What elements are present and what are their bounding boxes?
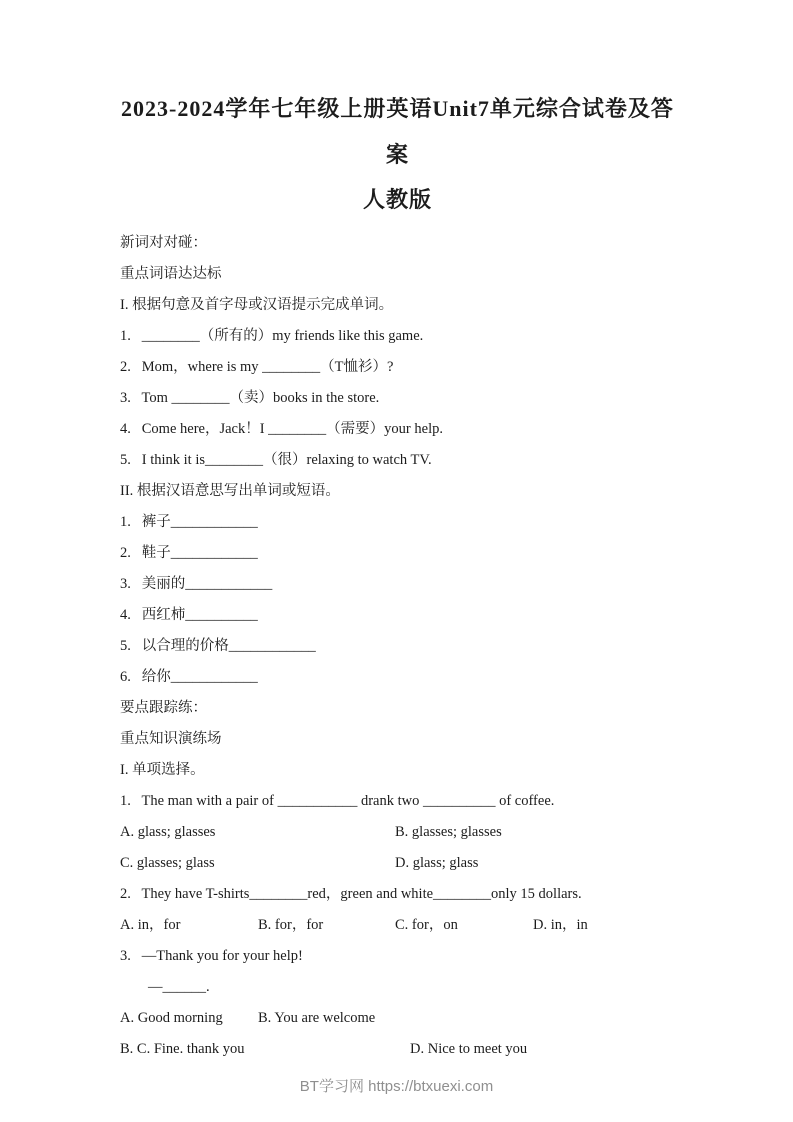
site-watermark: BT学习网 https://btxuexi.com (299, 1078, 494, 1095)
question-2-stem: 2. They have T-shirts________red，green and white________only 15 dollars. (120, 886, 582, 902)
question-1-options-row-1 (120, 817, 675, 848)
vocab-part2-item: 6. 给你____________ (120, 669, 258, 685)
option-d: D. in，in (533, 917, 588, 933)
vocab-part1-item: 2. Mom，where is my ________（T恤衫）? (120, 359, 394, 375)
question-2-options-row (120, 910, 675, 941)
practice-part-title: I. 单项选择。 (120, 762, 205, 778)
vocab-part2-title: II. 根据汉语意思写出单词或短语。 (120, 483, 340, 499)
option-b: B. You are welcome (258, 1010, 376, 1026)
question-1-stem: 1. The man with a pair of ___________ drank two __________ of coffee. (120, 793, 555, 809)
vocab-part1-item: 1. ________（所有的）my friends like this game. (120, 328, 424, 344)
vocab-heading-1: 新词对对碰： (120, 235, 207, 251)
practice-heading-1: 要点跟踪练： (120, 700, 207, 716)
option-d: D. glass; glass (395, 855, 479, 871)
vocab-heading-2: 重点词语达达标 (120, 266, 222, 282)
question-1-options-row-2 (120, 848, 675, 879)
question-3-stem-line-1: 3. —Thank you for your help! (120, 948, 303, 964)
exam-title: 2023-2024学年七年级上册英语Unit7单元综合试卷及答案 (121, 96, 674, 167)
vocab-part1-item: 4. Come here，Jack！I ________（需要）your help. (120, 421, 443, 437)
option-a: A. Good morning (120, 1010, 223, 1026)
option-c: C. for，on (395, 917, 458, 933)
option-d: D. Nice to meet you (410, 1041, 528, 1057)
vocab-part1-item: 3. Tom ________（卖）books in the store. (120, 390, 380, 406)
option-a: A. glass; glasses (120, 824, 216, 840)
option-c: C. glasses; glass (120, 855, 215, 871)
vocab-part1-title: I. 根据句意及首字母或汉语提示完成单词。 (120, 297, 394, 313)
vocab-part2-item: 1. 裤子____________ (120, 514, 258, 530)
question-3-options-row-1 (120, 1003, 675, 1034)
question-3-options-row-2 (120, 1034, 675, 1065)
question-3-stem-line-2: —______. (148, 979, 210, 995)
option-b: B. glasses; glasses (395, 824, 502, 840)
vocab-part1-item: 5. I think it is________（很）relaxing to watch TV. (120, 452, 432, 468)
option-b: B. for，for (258, 917, 324, 933)
option-a: A. in，for (120, 917, 181, 933)
vocab-part2-item: 5. 以合理的价格____________ (120, 638, 316, 654)
exam-edition: 人教版 (362, 187, 432, 212)
option-c: B. C. Fine. thank you (120, 1041, 245, 1057)
vocab-part2-item: 4. 西红柿__________ (120, 607, 258, 623)
practice-heading-2: 重点知识演练场 (120, 731, 222, 747)
vocab-part2-item: 2. 鞋子____________ (120, 545, 258, 561)
vocab-part2-item: 3. 美丽的____________ (120, 576, 273, 592)
